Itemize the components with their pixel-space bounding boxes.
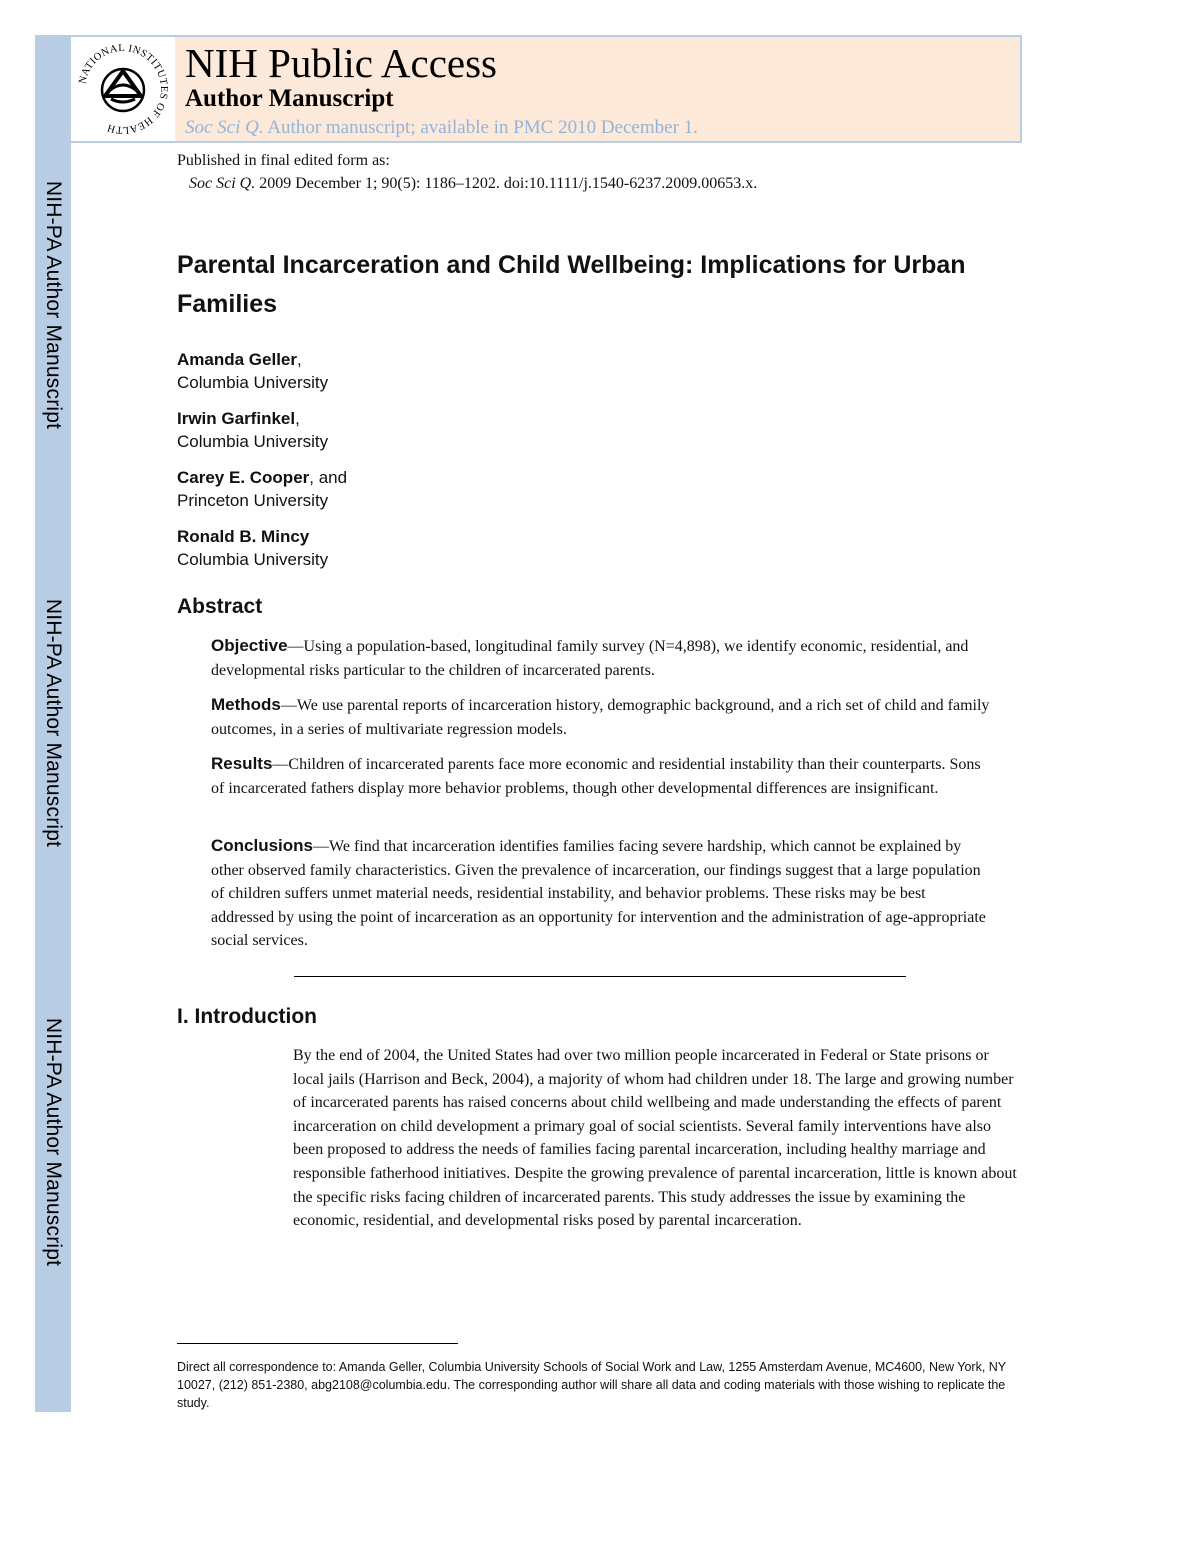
abstract-section-label: Methods <box>211 695 281 714</box>
header-journal: Soc Sci Q. <box>185 117 264 138</box>
author-name: Amanda Geller <box>177 350 297 369</box>
abstract-divider <box>294 976 906 977</box>
abstract-results <box>211 752 991 800</box>
author-block <box>177 407 328 453</box>
logo-ring-text: NATIONAL INSTITUTES OF HEALTH <box>77 42 170 136</box>
sidebar-label: NIH-PA Author Manuscript <box>42 1017 65 1267</box>
author-affiliation: Columbia University <box>177 373 329 392</box>
abstract-objective <box>211 634 991 682</box>
intro-paragraph: By the end of 2004, the United States had over two million people incarcerated in Federal or State prisons or local jails (Harrison and Beck, 2004), a majority of whom had children under 18. The large and growing number of incarcerated parents has raised concerns about child wellbeing and made understanding the effects of parent incarceration on child development a primary goal of social scientists. Several family interventions have also been proposed to address the needs of families facing parental incarceration, including healthy marriage and responsible fatherhood initiatives. Despite the growing prevalence of parental incarceration, little is known about the specific risks facing children of incarcerated parents. This study addresses the issue by examining the economic, residential, and developmental risks posed by parental incarceration. <box>293 1047 1017 1230</box>
intro-heading: I. Introduction <box>177 1005 317 1028</box>
author-suffix: , <box>297 350 302 369</box>
abstract-section-text: —Children of incarcerated parents face more economic and residential instability than their counterparts. Sons of incarcerated fathers display more behavior problems, though other developmental differences are insignificant. <box>211 756 981 797</box>
citation-text: 2009 December 1; 90(5): 1186–1202. doi:10.1111/j.1540-6237.2009.00653.x. <box>255 175 758 192</box>
author-name: Ronald B. Mincy <box>177 527 310 546</box>
header-banner <box>69 35 1022 143</box>
abstract-section-text: —We use parental reports of incarceration history, demographic background, and a rich set of child and family outcomes, in a series of multivariate regression models. <box>211 697 990 738</box>
author-affiliation: Columbia University <box>177 432 329 451</box>
header-subtitle: Author Manuscript <box>185 85 394 112</box>
author-suffix: , <box>295 409 300 428</box>
author-block <box>177 466 347 512</box>
header-title: NIH Public Access <box>185 40 498 86</box>
citation-line <box>189 175 757 193</box>
abstract-section-label: Objective <box>211 636 288 655</box>
published-label: Published in final edited form as: <box>177 152 390 169</box>
header-availability-text: Author manuscript; available in PMC 2010 December 1. <box>263 117 698 138</box>
abstract-section-label: Results <box>211 754 273 773</box>
author-name: Irwin Garfinkel <box>177 409 296 428</box>
nih-seal-icon <box>75 41 171 137</box>
author-affiliation: Columbia University <box>177 550 329 569</box>
abstract-heading: Abstract <box>177 595 263 618</box>
abstract-methods <box>211 693 991 741</box>
abstract-conclusions <box>211 834 991 953</box>
sidebar-label: NIH-PA Author Manuscript <box>42 180 65 430</box>
author-suffix: , and <box>309 468 348 487</box>
correspondence-footnote: Direct all correspondence to: Amanda Geller, Columbia University Schools of Social Work and Law, 1255 Amsterdam Avenue, MC4600, New York, NY 10027, (212) 851-2380, abg2108@columbia.edu. The corresponding author will share all data and coding materials with those wishing to replicate the study. <box>177 1360 1006 1410</box>
author-block <box>177 348 328 394</box>
author-block <box>177 525 328 571</box>
sidebar-label: NIH-PA Author Manuscript <box>42 598 65 848</box>
nih-logo <box>71 37 175 141</box>
article-title: Parental Incarceration and Child Wellbeing: Implications for Urban Families <box>177 251 966 318</box>
author-name: Carey E. Cooper <box>177 468 310 487</box>
abstract-section-text: —Using a population-based, longitudinal family survey (N=4,898), we identify economic, residential, and developmental risks particular to the children of incarcerated parents. <box>211 638 969 679</box>
abstract-section-label: Conclusions <box>211 836 314 855</box>
citation-journal: Soc Sci Q. <box>189 175 256 192</box>
footnote-divider <box>177 1343 458 1344</box>
header-availability <box>185 117 698 139</box>
author-affiliation: Princeton University <box>177 491 329 510</box>
abstract-section-text: —We find that incarceration identifies families facing severe hardship, which cannot be explained by other observed family characteristics. Given the prevalence of incarceration, our findings suggest that a large population of children suffers unmet material needs, residential instability, and behavior problems. These risks may be best addressed by using the point of incarceration as an opportunity for intervention and the administration of age-appropriate social services. <box>211 838 986 949</box>
svg-text:NATIONAL INSTITUTES OF HEALTH <box>77 43 169 135</box>
